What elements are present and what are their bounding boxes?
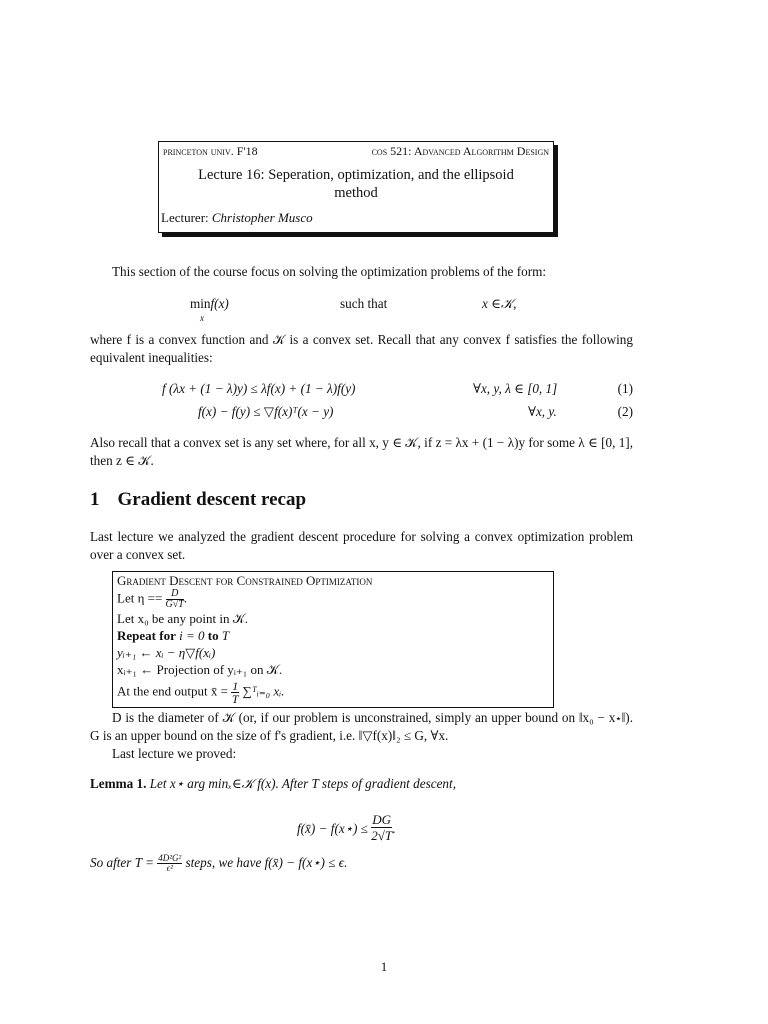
equation-2-body: f(x) − f(y) ≤ ▽f(x)ᵀ(x − y) <box>198 404 334 419</box>
section-title: Gradient descent recap <box>117 489 307 510</box>
opt-min-subscript: x <box>200 313 204 323</box>
lemma-text: Let x⋆ arg minₓ∈𝒦 f(x). After T steps of gradient descent, <box>149 776 456 791</box>
last-lecture-paragraph: Last lecture we proved: <box>112 746 237 761</box>
stepsize-denominator: G√T <box>165 599 184 610</box>
diameter-paragraph: D is the diameter of 𝒦 (or, if our problem is unconstrained, simply an upper bound on ‖x₀ − x⋆‖). G is an upper bound on the size of f's gradient, i.e. ‖▽f(x)‖₂ ≤ G, ∀x. <box>90 710 633 743</box>
algorithm-output-suffix: ∑ᵀᵢ₌₀ xᵢ. <box>242 683 285 699</box>
lemma-consequence-suffix: steps, we have f(x̄) − f(x⋆) ≤ ϵ. <box>185 855 348 870</box>
repeat-keyword: Repeat for <box>117 628 176 643</box>
lemma-equation <box>297 806 395 846</box>
lecturer-name: Christopher Musco <box>211 210 313 225</box>
lecture-title-line1: Lecture 16: Seperation, optimization, and the ellipsoid <box>198 167 514 183</box>
intro-paragraph-1: This section of the course focus on solving the optimization problems of the form: <box>112 264 547 279</box>
opt-such-that: such that <box>340 296 388 311</box>
lemma-equation-end: . <box>392 820 396 836</box>
output-numerator: 1 <box>232 679 239 693</box>
header-course: cos 521: Advanced Algorithm Design <box>371 144 549 158</box>
lecture-title <box>159 166 553 202</box>
lecturer-line <box>161 209 313 227</box>
equation-1-number: (1) <box>617 381 633 396</box>
section-number: 1 <box>90 489 100 510</box>
lecturer-label: Lecturer: <box>161 210 209 225</box>
lemma-fraction <box>371 812 392 843</box>
lemma-consequence-prefix: So after T = <box>90 855 154 870</box>
algorithm-line-gradient-step: yᵢ₊₁ ← xᵢ − η▽f(xᵢ) <box>117 645 216 660</box>
output-fraction <box>231 680 239 705</box>
stepsize-fraction <box>166 589 184 610</box>
equation-2 <box>90 403 633 423</box>
algorithm-title: Gradient Descent for Constrained Optimization <box>117 573 373 588</box>
equation-1 <box>90 380 633 400</box>
algorithm-line-init: Let x₀ be any point in 𝒦. <box>117 611 249 626</box>
section-paragraph-1: Last lecture we analyzed the gradient descent procedure for solving a convex optimization problem over a convex set. <box>90 529 633 562</box>
lemma-consequence <box>90 854 347 873</box>
lecture-title-line2: method <box>334 185 378 201</box>
algorithm-line-projection: xᵢ₊₁ ← Projection of yᵢ₊₁ on 𝒦. <box>117 662 283 677</box>
lecture-header-box <box>158 141 554 233</box>
algorithm-line1-suffix: . <box>183 590 188 606</box>
lemma-statement <box>90 775 633 793</box>
intro-paragraph-2: where f is a convex function and 𝒦 is a convex set. Recall that any convex f satisfies the following equivalent inequalities: <box>90 332 633 365</box>
lemma-label: Lemma 1. <box>90 776 147 791</box>
algorithm-line-stepsize <box>117 589 187 610</box>
repeat-end: T <box>221 628 230 643</box>
algorithm-line-repeat <box>117 627 229 644</box>
steps-numerator: 4D²G² <box>158 853 182 864</box>
lemma-equation-lhs: f(x̄) − f(x⋆) ≤ <box>297 820 368 836</box>
page-number: 1 <box>380 959 388 974</box>
opt-constraint: x ∈𝒦, <box>482 296 517 311</box>
algorithm-line1-prefix: Let η == <box>117 590 163 606</box>
intro-paragraph-3: Also recall that a convex set is any set where, for all x, y ∈ 𝒦, if z = λx + (1 − λ)y for some λ ∈ [0, 1], then z ∈ 𝒦. <box>90 435 633 468</box>
algorithm-line-output <box>117 680 285 705</box>
section-heading <box>90 491 306 509</box>
equation-1-condition: ∀x, y, λ ∈ [0, 1] <box>473 381 558 396</box>
output-denominator: T <box>231 692 239 706</box>
equation-2-number: (2) <box>617 404 633 419</box>
header-university: princeton univ. F'18 <box>163 144 258 158</box>
repeat-index: i = 0 <box>179 628 205 643</box>
steps-denominator: ϵ² <box>166 863 173 874</box>
stepsize-numerator: D <box>166 589 184 600</box>
opt-min: min <box>190 296 211 311</box>
algorithm-box <box>112 571 554 708</box>
to-keyword: to <box>207 628 219 643</box>
opt-objective <box>190 295 229 313</box>
equation-1-body: f (λx + (1 − λ)y) ≤ λf(x) + (1 − λ)f(y) <box>162 381 356 396</box>
lemma-fraction-denominator: 2√T <box>371 828 393 843</box>
equation-2-condition: ∀x, y. <box>528 404 557 419</box>
lemma-fraction-numerator: DG <box>372 812 392 827</box>
opt-fx: f(x) <box>210 296 229 311</box>
algorithm-output-prefix: At the end output x̄ = <box>117 683 228 699</box>
steps-fraction <box>157 854 182 873</box>
